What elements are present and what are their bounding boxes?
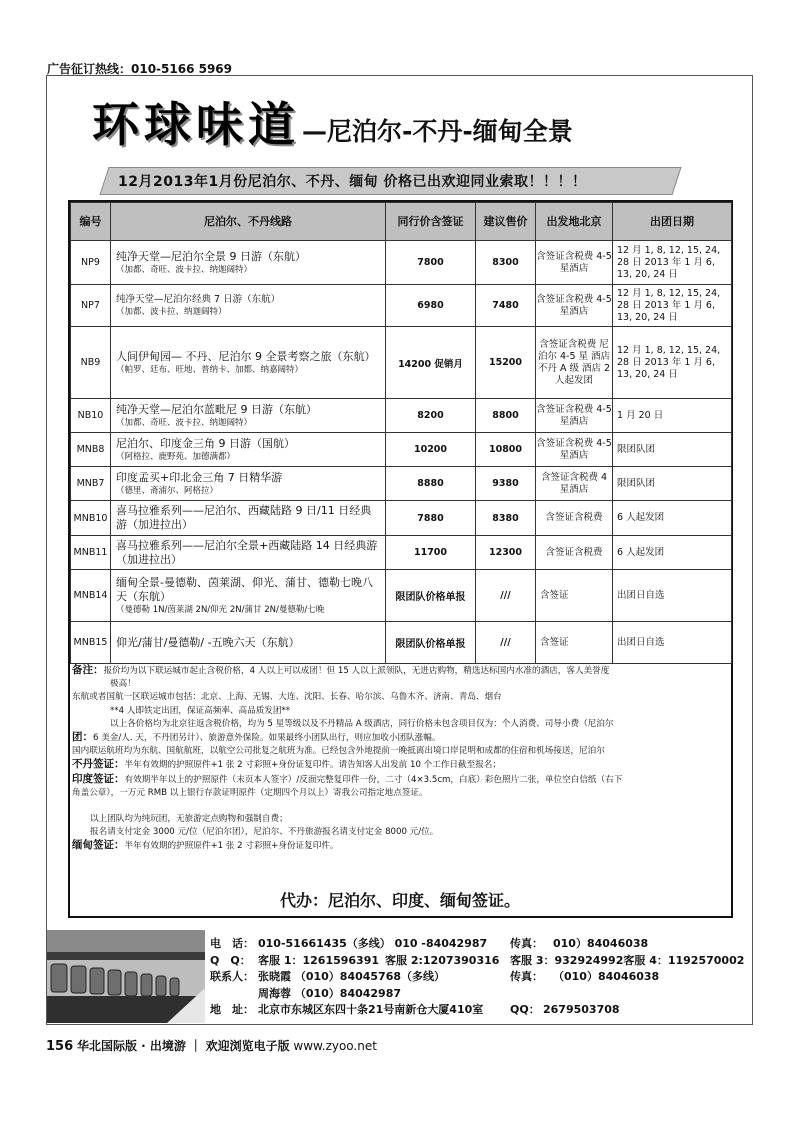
row-dates: 6 人起发团 [613,536,732,570]
fax2-label: 传真： [510,970,543,983]
col-peer-price: 同行价含签证 [386,203,476,241]
row-route [111,536,386,570]
contact-row [210,986,770,1003]
route-places: （阿格拉、鹿野苑、加德满都） [116,451,236,462]
row-code: MNB14 [71,570,111,622]
row-peer-price: 14200 促销月 [386,327,476,399]
route-title: 纯净天堂—尼泊尔蓝毗尼 9 日游（东航） [116,402,317,416]
row-dates: 出团日自选 [613,570,732,622]
footer-separator: ｜ [189,1039,202,1053]
row-code: MNB8 [71,433,111,467]
website-link[interactable]: www.zyoo.net [293,1039,377,1053]
note-line: 以上团队均为纯玩团，无旅游定点购物和强制自费； [90,814,288,825]
table-header-row [71,203,732,241]
row-code: MNB7 [71,467,111,501]
contact-block [210,936,770,1019]
row-suggested-price: 10800 [476,433,536,467]
address-label: 地 址： [210,1003,254,1016]
route-places: （德里、斋浦尔、阿格拉） [116,485,219,496]
row-route [111,285,386,327]
row-route [111,433,386,467]
table-row [71,467,732,501]
contact-row [210,953,770,970]
row-depart: 含签证含税费 4-5 星酒店 [536,241,613,285]
fax-value: 010）84046038 [553,937,649,950]
note-label: 缅甸签证： [72,839,125,852]
row-dates: 12 月 1, 8, 12, 15, 24, 28 日 2013 年 1 月 6, 13, 20, 24 日 [613,285,732,327]
qq-main-value: 2679503708 [543,1003,620,1016]
note-line: 不丹签证：半年有效期的护照原件+1 张 2 寸彩照+身份证复印件。请告知客人出发前 10 个工作日截至报名； [72,758,501,771]
page-footer [46,1037,377,1054]
person-2: 周海蓉 （010）84042987 [258,986,402,1000]
route-places: （加都、波卡拉、纳迦阔特） [116,306,227,317]
route-title: 印度孟买+印北金三角 7 日精华游 [116,470,283,484]
row-peer-price: 限团队价格单报 [386,622,476,664]
row-peer-price: 6980 [386,285,476,327]
route-title: 喜马拉雅系列——尼泊尔全景+西藏陆路 14 日经典游（加进拉出） [116,538,378,566]
route-title: 纯净天堂—尼泊尔全景 9 日游（东航） [116,249,306,263]
qq-main-label: QQ： [510,1003,540,1016]
note-line: 印度签证：有效期半年以上的护照原件（末页本人签字）/反面完整复印件一份，二寸（4×3.5cm，白底）彩色照片二张，单位空白信纸（右下 [72,772,623,785]
row-suggested-price: 15200 [476,327,536,399]
row-code: MNB15 [71,622,111,664]
col-route: 尼泊尔、不丹线路 [111,203,386,241]
row-peer-price: 10200 [386,433,476,467]
row-suggested-price: /// [476,622,536,664]
row-dates: 出团日自选 [613,622,732,664]
col-depart: 出发地北京 [536,203,613,241]
col-code: 编号 [71,203,111,241]
row-suggested-price: 12300 [476,536,536,570]
col-suggested-price: 建议售价 [476,203,536,241]
masthead-title: 环球味道 [92,98,300,153]
row-depart: 含签证含税费 4-5 星酒店 [536,433,613,467]
row-code: MNB11 [71,536,111,570]
table-row [71,399,732,433]
note-line: 缅甸签证：半年有效期的护照原件+1 张 2 寸彩照+身份证复印件。 [72,839,339,852]
qq-service-1: 客服 1：1261596391 [258,953,380,967]
row-peer-price: 8880 [386,467,476,501]
fax-label: 传真： [510,937,543,950]
row-route [111,241,386,285]
row-peer-price: 7880 [386,501,476,536]
row-dates: 限团队团 [613,467,732,501]
note-line: 备注：报价均为以下联运城市起止含税价格，4 人以上可以成团！但 15 人以上派领队，无进店购物，精选达标国内水准的酒店，客人美誉度 [72,664,610,676]
route-title: 人间伊甸园— 不丹、尼泊尔 9 全景考察之旅（东航） [116,349,376,363]
note-line: 报名请支付定金 3000 元/位（尼泊尔团），尼泊尔、不丹旅游报名请支付定金 8000 元/位。 [90,827,439,838]
row-route [111,622,386,664]
note-line: 国内联运航班均为东航、国航航班，以航空公司批复之航班为准。已经包含外地提前一晚抵离出境口岸昆明和成都的住宿和机场接送，尼泊尔 [72,746,605,757]
row-depart: 含签证 [536,622,613,664]
note-line: 角盖公章），一万元 RMB 以上银行存款证明原件（定期四个月以上）寄我公司指定地点签证。 [72,787,428,798]
col-dates: 出团日期 [613,203,732,241]
row-depart: 含签证含税费 4 星酒店 [536,467,613,501]
row-route [111,399,386,433]
browse-text: 欢迎浏览电子版 [205,1039,290,1053]
row-dates: 限团队团 [613,433,732,467]
masthead-subtitle: —尼泊尔-不丹-缅甸全景 [302,117,573,146]
contact-row [210,969,770,986]
qq-service-3-4: 客服 3：932924992客服 4：1192570002 [510,953,745,967]
route-title: 仰光/蒲甘/曼德勒/ -五晚六天（东航） [116,635,300,649]
row-depart: 含签证 [536,570,613,622]
row-suggested-price: 8380 [476,501,536,536]
note-line: **4 人即铁定出团，保证高频率、高品质发团** [110,705,291,716]
row-peer-price: 8200 [386,399,476,433]
row-code: NB10 [71,399,111,433]
row-route [111,570,386,622]
prayer-wheels-image [47,930,205,1023]
table-row [71,570,732,622]
note-label: 备注： [72,664,104,676]
row-dates: 12 月 1, 8, 12, 15, 24, 28 日 2013 年 1 月 6, 13, 20, 24 日 [613,327,732,399]
row-suggested-price: 8800 [476,399,536,433]
row-peer-price: 限团队价格单报 [386,570,476,622]
table-row [71,327,732,399]
qq-service-2: 客服 2:1207390316 [385,953,500,967]
row-depart: 含签证含税费 [536,536,613,570]
person-label: 联系人： [210,970,254,983]
row-depart: 含签证含税费 尼泊尔 4-5 星 酒店不丹 A 级 酒店 2 人起发团 [536,327,613,399]
row-code: NP7 [71,285,111,327]
street-photo [47,930,205,1023]
row-route [111,327,386,399]
route-places: （加都、奇旺、波卡拉、纳迦阔特） [116,264,253,275]
note-line: 极高！ [110,679,136,690]
row-dates: 6 人起发团 [613,501,732,536]
row-code: NB9 [71,327,111,399]
row-depart: 含签证含税费 4-5 星酒店 [536,399,613,433]
route-places: （曼德勒 1N/茵莱湖 2N/仰光 2N/蒲甘 2N/曼德勒/七晚 [116,604,325,615]
table-row [71,241,732,285]
note-line: 以上各价格均为北京往返含税价格，均为 5 星等级以及不丹精品 A 级酒店，同行价格未包含项目仅为：个人消费、司导小费（尼泊尔 [110,718,614,729]
visa-agency-line: 代办：尼泊尔、印度、缅甸签证。 [279,891,520,910]
publication-name: 华北国际版 · 出境游 [76,1039,186,1053]
contact-row [210,936,770,953]
route-title: 尼泊尔、印度金三角 9 日游（国航） [116,436,295,450]
row-suggested-price: 7480 [476,285,536,327]
row-dates: 12 月 1, 8, 12, 15, 24, 28 日 2013 年 1 月 6, 13, 20, 24 日 [613,241,732,285]
address-value: 北京市东城区东四十条21号南新仓大厦410室 [258,1003,484,1016]
note-label: 不丹签证： [72,758,125,771]
table-row [71,536,732,570]
contact-row [210,1002,770,1019]
notes-section [72,664,730,854]
row-depart: 含签证含税费 [536,501,613,536]
ad-hotline: 广告征订热线：010-5166 5969 [47,62,233,76]
row-suggested-price: 8300 [476,241,536,285]
table-row [71,285,732,327]
page-number: 156 [46,1039,74,1054]
person-1: 张晓霞 （010）84045768（多线） [258,970,446,983]
route-title: 纯净天堂—尼泊尔经典 7 日游（东航） [116,293,281,305]
table-row [71,622,732,664]
row-suggested-price: 9380 [476,467,536,501]
banner-text: 12月2013年1月份尼泊尔、不丹、缅甸 价格已出欢迎同业索取！！！！ [118,174,587,190]
note-line: 东航或者国航一区联运城市包括：北京、上海、无锡、大连、沈阳、长春、哈尔滨、乌鲁木齐、济南、青岛、烟台 [72,692,502,703]
note-label: 印度签证： [72,772,125,785]
note-line: 团：6 美金/人. 天，不丹团另计）、旅游意外保险。如果最终小团队出行，则应加收小团队涨幅。 [72,731,441,744]
table-row [71,501,732,536]
routes-table [70,202,732,664]
row-code: NP9 [71,241,111,285]
tel-value: 010-51661435（多线） 010 -84042987 [258,937,488,950]
row-dates: 1 月 20 日 [613,399,732,433]
route-places: （帕罗、廷布、旺地、普纳卡、加都、纳嘉阔特） [116,364,304,375]
row-peer-price: 11700 [386,536,476,570]
row-depart: 含签证含税费 4-5 星酒店 [536,285,613,327]
row-route [111,467,386,501]
masthead [92,84,573,154]
note-spacer [72,800,730,813]
qq-label: Q Q： [210,953,251,967]
row-peer-price: 7800 [386,241,476,285]
route-places: （加都、奇旺、波卡拉、纳迦阔特） [116,417,253,428]
note-label: 团： [72,731,93,744]
row-code: MNB10 [71,501,111,536]
tel-label: 电 话： [210,937,254,950]
table-row [71,433,732,467]
fax2-value: （010）84046038 [553,970,660,983]
row-suggested-price: /// [476,570,536,622]
route-title: 缅甸全景-曼德勒、茵莱湖、仰光、蒲甘、德勒七晚八天（东航） [116,575,373,603]
row-route [111,501,386,536]
route-title: 喜马拉雅系列——尼泊尔、西藏陆路 9 日/11 日经典游（加进拉出） [116,504,372,531]
